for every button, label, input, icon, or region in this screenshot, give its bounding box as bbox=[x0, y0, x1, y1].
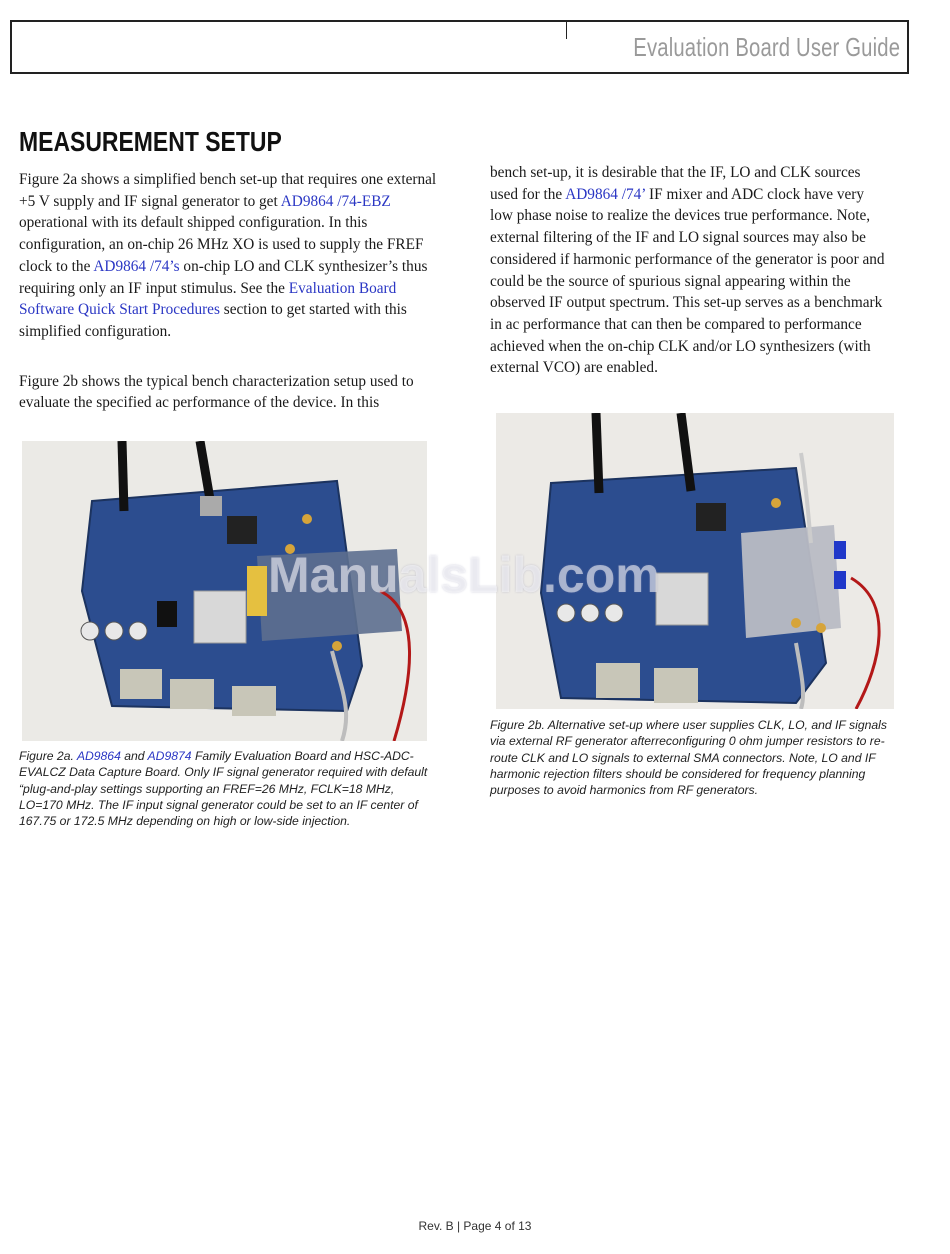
paragraph-text: bench set-up, it is desirable that the IF, LO and CLK sources used for the bbox=[490, 164, 861, 203]
caption-text: Figure 2b. Alternative set-up where user supplies CLK, LO, and IF signals via external RF generator afterreconfiguring 0 ohm jumper resistors to re-route CLK and LO signals to external SMA connectors. Note, LO and IF harmonic rejection filters should be considered for frequency planning purposes to avoid harmonics from RF generators. bbox=[490, 718, 887, 798]
watermark: ManualsLib.com bbox=[268, 547, 660, 603]
section-title: MEASUREMENT SETUP bbox=[19, 126, 282, 157]
ad9864-link[interactable]: AD9864 bbox=[76, 749, 121, 763]
quick-start-link[interactable]: Evaluation Board Software Quick Start Procedures bbox=[19, 279, 397, 319]
caption-text: and bbox=[120, 749, 148, 763]
ad9864-74-link[interactable]: AD9864 /74’ bbox=[565, 185, 646, 203]
paragraph-text: IF mixer and ADC clock have very low phase noise to realize the devices true performance. Note, external filtering of the IF and LO signal sources may also be considered if harmonic performance of the generator is poor and could be the source of spurious signal appearing within the observed IF output spectrum. This set-up serves as a benchmark in ac performance that can then be compared to performance achieved when the on-chip CLK and/or LO synthesizers (with external VCO) are enabled. bbox=[490, 185, 885, 377]
ad9864-74s-link[interactable]: AD9864 /74’s bbox=[93, 257, 180, 275]
caption-text: Family Evaluation Board and HSC-ADC-EVALCZ Data Capture Board. Only IF signal generator required with default “plug-and-play settings supporting an FREF=26 MHz, FCLK=18 MHz, LO=170 MHz. The IF input signal generator could be set to an IF center of 167.75 or 172.5 MHz depending on high or low-side injection. bbox=[19, 749, 428, 829]
header-title: Evaluation Board User Guide bbox=[633, 32, 900, 62]
paragraph-text: on-chip LO and CLK synthesizer’s thus requiring only an IF input stimulus. See the bbox=[19, 257, 428, 297]
right-column bbox=[490, 162, 890, 379]
paragraph-1 bbox=[19, 169, 437, 343]
paragraph-text: section to get started with this simplified configuration. bbox=[19, 301, 407, 340]
left-column bbox=[19, 169, 437, 414]
paragraph-text: Figure 2a shows a simplified bench set-up that requires one external +5 V supply and IF signal generator to get bbox=[19, 171, 437, 210]
figure-2b-caption bbox=[490, 717, 902, 798]
paragraph-3 bbox=[490, 162, 890, 379]
paragraph-text: operational with its default shipped configuration. In this configuration, an on-chip 26 MHz XO is used to supply the FREF clock to the bbox=[19, 214, 424, 275]
ad9874-link[interactable]: AD9874 bbox=[147, 749, 192, 763]
header-divider bbox=[566, 20, 567, 39]
ad9864-ebz-link[interactable]: AD9864 /74-EBZ bbox=[280, 192, 391, 210]
page-footer: Rev. B | Page 4 of 13 bbox=[418, 1219, 532, 1233]
caption-text: Figure 2a. bbox=[19, 749, 77, 763]
paragraph-2: Figure 2b shows the typical bench characterization setup used to evaluate the specified ac performance of the device. In this bbox=[19, 372, 414, 412]
figure-2a-caption bbox=[19, 748, 434, 829]
